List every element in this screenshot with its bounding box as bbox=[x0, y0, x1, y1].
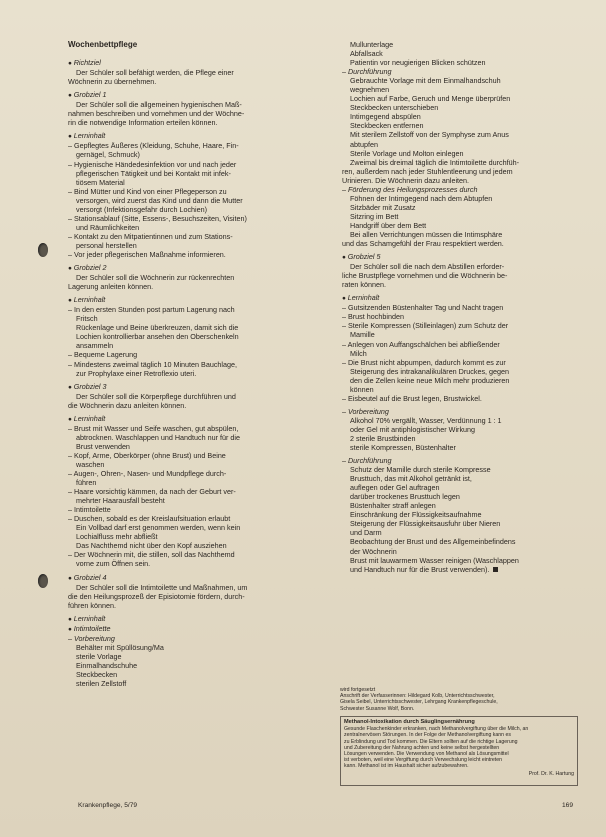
text-line: Intimgegend abspülen bbox=[350, 112, 421, 122]
subheading: ● Lerninhalt bbox=[68, 414, 318, 424]
text-line: Urinieren. Die Wöchnerin dazu anleiten. bbox=[342, 175, 470, 185]
text-line: vorne zum Öffnen sein. bbox=[76, 559, 151, 569]
text-line: Der Schüler soll die Intimtoilette und Maßnahmen, um bbox=[76, 582, 248, 592]
text-line: liche Brustpflege vornehmen und die Wöchnerin be- bbox=[342, 271, 508, 281]
text-line: Ein Vollbad darf erst genommen werden, wenn kein bbox=[76, 523, 241, 533]
text-line: Föhnen der Intimgegend nach dem Abtupfen bbox=[350, 193, 493, 203]
text-line: Steckbecken bbox=[76, 670, 118, 679]
info-box-text: Gesunde Flaschenkinder erkranken, nach Methanolvergiftung über die Milch, an bbox=[344, 726, 529, 733]
subheading: ● Grobziel 2 bbox=[68, 263, 318, 273]
right-column bbox=[342, 40, 582, 574]
text-line: die Wöchnerin dazu anleiten können. bbox=[68, 400, 187, 410]
text-line: versorgen, wird zuerst das Kind und dann die Mutter bbox=[76, 195, 243, 205]
text-line: Mullunterlage bbox=[350, 40, 394, 49]
text-line: pflegerischen Tätigkeit und bei Kontakt mit infek- bbox=[76, 168, 231, 178]
text-line: – Vorbereitung bbox=[68, 633, 115, 643]
text-line: Handgriff über dem Bett bbox=[350, 220, 427, 230]
text-line: personal herstellen bbox=[76, 240, 137, 250]
text-line: wegnehmen bbox=[350, 85, 390, 95]
text-line: Alkohol 70% vergällt, Wasser, Verdünnung 1 : 1 bbox=[350, 415, 502, 425]
text-line: – Brust mit Wasser und Seife waschen, gut abspülen, bbox=[68, 423, 239, 433]
text-line: Einschränkung der Flüssigkeitsaufnahme bbox=[350, 510, 482, 520]
text-line: der Wöchnerin bbox=[350, 546, 397, 556]
text-line: – Durchführung bbox=[342, 67, 392, 77]
text-line: Mamille bbox=[350, 330, 375, 340]
text-line: können bbox=[350, 384, 374, 394]
text-line: Lagerung anleiten können. bbox=[68, 282, 154, 292]
subheading: ● Grobziel 1 bbox=[68, 90, 318, 100]
text-line: – Sterile Kompressen (Stilleinlagen) zum Schutz der bbox=[342, 321, 509, 331]
text-line: zur Prophylaxe einer Retroflexio uteri. bbox=[76, 368, 197, 378]
section-title: Wochenbettpflege bbox=[68, 40, 138, 49]
text-line: Der Schüler soll die allgemeinen hygienischen Maß- bbox=[76, 100, 242, 110]
text-line: raten können. bbox=[342, 280, 386, 290]
text-line: Gebrauchte Vorlage mit dem Einmalhandschuh bbox=[350, 76, 501, 86]
page-number: 169 bbox=[562, 802, 574, 809]
text-line: und Räumlichkeiten bbox=[76, 222, 140, 232]
text-line: – Die Brust nicht abpumpen, dadurch kommt es zur bbox=[342, 357, 506, 367]
info-box-title: Methanol-Intoxikation durch Säuglingsernährung bbox=[344, 719, 475, 725]
text-line: abtrocknen. Waschlappen und Handtuch nur für die bbox=[76, 432, 240, 442]
subheading: ● Lerninhalt bbox=[342, 293, 582, 303]
text-line: Brust verwenden bbox=[76, 441, 130, 451]
text-line: Steigerung der Flüssigkeitsausfuhr über Nieren bbox=[350, 519, 501, 529]
text-line: mehrter Haarausfall besteht bbox=[76, 496, 165, 506]
text-line: Der Schüler soll die nach dem Abstillen erforder- bbox=[350, 262, 505, 272]
text-line: Der Schüler soll befähigt werden, die Pflege einer bbox=[76, 68, 234, 78]
text-line: Sitzring im Bett bbox=[350, 211, 399, 221]
text-line: – Bequeme Lagerung bbox=[68, 350, 138, 360]
text-line: – Gepflegtes Äußeres (Kleidung, Schuhe, Haare, Fin- bbox=[68, 141, 239, 151]
text-line: – Kontakt zu den Mitpatientinnen und zum Stations- bbox=[68, 231, 233, 241]
subheading: ● Lerninhalt bbox=[68, 131, 318, 141]
text-line: – Augen-, Ohren-, Nasen- und Mundpflege durch- bbox=[68, 469, 227, 479]
text-line: oder Gel mit antiphlogistischer Wirkung bbox=[350, 424, 476, 434]
text-line: Wöchnerin zu übernehmen. bbox=[68, 77, 157, 87]
subheading: ● Richtziel bbox=[68, 58, 318, 68]
authors-line: Anschrift der Verfasserinnen: Hildegard Kolb, Unterrichtsschwester, bbox=[340, 693, 495, 700]
text-line: Einmalhandschuhe bbox=[76, 660, 138, 670]
authors-line: Schwester Susanne Wolf, Bonn. bbox=[340, 705, 415, 712]
text-line: Der Schüler soll die Wöchnerin zur rückenrechten bbox=[76, 273, 235, 283]
text-line: – Gutsitzenden Büstenhalter Tag und Nacht tragen bbox=[342, 303, 504, 313]
text-line: nahmen beschreiben und vornehmen und der Wöchne- bbox=[68, 109, 245, 119]
text-line: – In den ersten Stunden post partum Lagerung nach bbox=[68, 305, 235, 315]
subheading: ● Lerninhalt bbox=[68, 295, 318, 305]
info-box-text: zentralnervösen Störungen. In der Folge der Methanolvergiftung kann es bbox=[344, 732, 511, 739]
left-column bbox=[68, 40, 318, 688]
text-line: Behälter mit Spüllösung/Ma bbox=[76, 642, 164, 652]
text-line: Bei allen Verrichtungen müssen die Intimsphäre bbox=[350, 229, 503, 239]
text-line: ren, außerdem nach jeder Stuhlentleerung und jedem bbox=[342, 166, 513, 176]
subheading: ● Lerninhalt bbox=[68, 614, 318, 624]
subheading: ● Intimtoilette bbox=[68, 624, 318, 634]
info-box-text: Lösungen verwenden. Die Verwendung von Methanol als Lösungsmittel bbox=[344, 751, 509, 758]
text-line: Patientin vor neugierigen Blicken schützen bbox=[350, 58, 486, 68]
text-line: – Kopf, Arme, Oberkörper (ohne Brust) und Beine bbox=[68, 450, 226, 460]
authors-line: Gisela Seibel, Unterrichtsschwester, Lehrgang Krankenpflegeschule, bbox=[340, 699, 498, 706]
text-line: rin die notwendige Information erteilen können. bbox=[68, 118, 218, 128]
binder-hole-bottom bbox=[38, 574, 48, 588]
text-line: – Mindestens zweimal täglich 10 Minuten Bauchlage, bbox=[68, 359, 238, 369]
text-line: Steckbecken unterschieben bbox=[350, 103, 439, 113]
text-line: – Eisbeutel auf die Brust legen, Brustwickel. bbox=[342, 393, 482, 403]
text-line: und Darm bbox=[350, 528, 382, 538]
text-line: Lochien kontrollierbar ansehen den Oberschenkeln bbox=[76, 332, 239, 342]
text-line: Schutz der Mamille durch sterile Kompresse bbox=[350, 465, 491, 475]
subheading: ● Grobziel 3 bbox=[68, 382, 318, 392]
text-line: – Vor jeder pflegerischen Maßnahme informieren. bbox=[68, 249, 226, 259]
text-line: Sterile Vorlage und Molton einlegen bbox=[350, 148, 464, 158]
info-box-text: zu Erblindung und Tod kommen. Die Eltern sollten auf die richtige Lagerung bbox=[344, 738, 518, 745]
info-box-text: ist verboten, weil eine Vergiftung durch Verwechslung leicht eintreten bbox=[344, 757, 503, 764]
text-line: Milch bbox=[350, 348, 367, 358]
text-line: den die Zellen keine neue Milch mehr produzieren bbox=[350, 375, 510, 385]
text-line: Brusttuch, das mit Alkohol getränkt ist, bbox=[350, 474, 472, 484]
journal-footer: Krankenpflege, 5/79 bbox=[78, 802, 138, 809]
continuation-note bbox=[340, 687, 580, 712]
text-line: darüber trockenes Brusttuch legen bbox=[350, 492, 460, 502]
text-line: führen können. bbox=[68, 600, 116, 610]
text-line: Brust mit lauwarmem Wasser reinigen (Waschlappen bbox=[350, 555, 519, 565]
text-line: – Anlegen von Auffangschälchen bei abfließender bbox=[342, 339, 500, 349]
text-line: und Handtuch nur für die Brust verwenden). bbox=[342, 565, 582, 574]
text-line: Das Nachthemd nicht über den Kopf ausziehen bbox=[76, 541, 227, 551]
text-line: Der Schüler soll die Körperpflege durchführen und bbox=[76, 391, 236, 401]
text-line: führen bbox=[76, 478, 97, 488]
text-line: Fritsch bbox=[76, 314, 98, 324]
text-line: die den Heilungsprozeß der Episiotomie fördern, durch- bbox=[68, 591, 245, 601]
text-line: Sitzbäder mit Zusatz bbox=[350, 202, 416, 212]
text-line: waschen bbox=[76, 459, 105, 469]
text-line: abtupfen bbox=[350, 139, 378, 149]
text-line: – Der Wöchnerin mit, die stillen, soll das Nachthemd bbox=[68, 550, 235, 560]
text-line: sterile Vorlage bbox=[76, 651, 122, 661]
text-line: sterilen Zellstoff bbox=[76, 679, 127, 689]
text-line: Büstenhalter straff anlegen bbox=[350, 501, 436, 511]
text-line: Mit sterilem Zellstoff von der Symphyse zum Anus bbox=[350, 130, 509, 140]
continued-label: wird fortgesetzt bbox=[340, 687, 376, 693]
text-line: Rückenlage und Beine überkreuzen, damit sich die bbox=[76, 323, 239, 333]
text-line: – Durchführung bbox=[342, 456, 392, 466]
text-line: Zweimal bis dreimal täglich die Intimtoilette durchfüh- bbox=[350, 157, 519, 167]
text-line: – Vorbereitung bbox=[342, 406, 389, 416]
subheading: ● Grobziel 4 bbox=[68, 573, 318, 583]
text-line: – Duschen, sobald es der Kreislaufsituation erlaubt bbox=[68, 514, 231, 524]
text-line: – Haare vorsichtig kämmen, da nach der Geburt ver- bbox=[68, 487, 236, 497]
subheading: ● Grobziel 5 bbox=[342, 252, 582, 262]
text-line: – Stationsablauf (Sitte, Essens-, Besuchszeiten, Visiten) bbox=[68, 213, 247, 223]
text-line: Steckbecken entfernen bbox=[350, 121, 424, 131]
text-line: tiösem Material bbox=[76, 177, 125, 187]
text-line: auflegen oder Gel auftragen bbox=[350, 483, 440, 493]
text-line: Beobachtung der Brust und des Allgemeinbefindens bbox=[350, 537, 516, 547]
end-marker-icon bbox=[493, 567, 498, 572]
text-line: 2 sterile Brustbinden bbox=[350, 433, 416, 443]
text-line: versorgt (Infektionsgefahr durch Lochien) bbox=[76, 204, 208, 214]
text-line: Steigerung des intrakanalikulären Druckes, gegen bbox=[350, 366, 510, 376]
text-line: – Intimtoilette bbox=[68, 505, 111, 515]
binder-hole-top bbox=[38, 243, 48, 257]
text-line: Lochialfluss mehr abfließt bbox=[76, 532, 158, 542]
info-box-signature: Prof. Dr. K. Hartung bbox=[528, 770, 574, 777]
text-line: – Brust hochbinden bbox=[342, 312, 404, 322]
text-line: Lochien auf Farbe, Geruch und Menge überprüfen bbox=[350, 94, 511, 104]
text-line: gernägel, Schmuck) bbox=[76, 150, 140, 160]
text-line: – Bind Mütter und Kind von einer Pflegeperson zu bbox=[68, 186, 227, 196]
text-line: – Förderung des Heilungsprozesses durch bbox=[342, 184, 478, 194]
text-line: – Hygienische Händedesinfektion vor und nach jeder bbox=[68, 159, 237, 169]
info-box-text: kann. Methanol ist im Haushalt sicher aufzubewahren. bbox=[344, 763, 469, 770]
info-box-text: und Zubereitung der Nahrung achten und keine selbst hergestellten bbox=[344, 744, 500, 751]
text-line: ansammeln bbox=[76, 341, 114, 351]
text-line: und das Schamgefühl der Frau respektiert werden. bbox=[342, 239, 504, 249]
text-line: sterile Kompressen, Büstenhalter bbox=[350, 443, 456, 453]
text-line: Abfallsack bbox=[350, 49, 383, 59]
info-box bbox=[340, 716, 578, 786]
